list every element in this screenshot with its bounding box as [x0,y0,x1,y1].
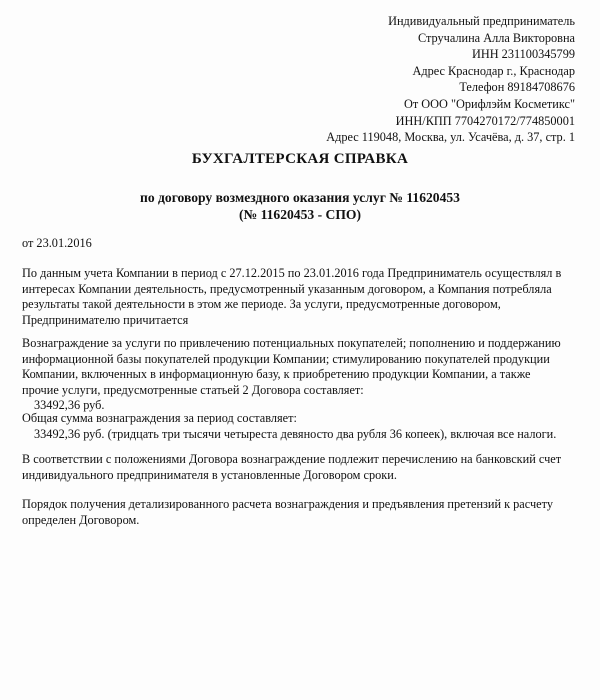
paragraph-claims [22,497,582,528]
text-line: прочие услуги, предусмотренные статьей 2 Договора составляет: [22,382,364,397]
header-line: Телефон 89184708676 [459,80,575,95]
remuneration-amount: 33492,36 руб. [34,398,105,413]
text-line: определен Договором. [22,512,140,527]
header-line: Адрес Краснодар г., Краснодар [412,63,575,78]
text-line: Вознаграждение за услуги по привлечению потенциальных покупателей; пополнению и поддержанию [22,336,561,350]
text-line: результаты такой деятельности в этом же периоде. За услуги, предусмотренные договором, [22,297,501,312]
date-line: от 23.01.2016 [22,236,92,250]
paragraph-period [22,266,582,328]
text-line: Порядок получения детализированного расчета вознаграждения и предъявления претензий к расчету [22,497,553,511]
paragraph-total [22,411,582,442]
text-line: информационной базы покупателей продукции Компании; стимулированию покупателей продукции [22,351,550,366]
text-line: интересах Компании деятельность, предусмотренный указанным договором, а Компания потребляла [22,281,552,296]
text-line: Предпринимателю причитается [22,312,189,327]
header-block [300,13,575,146]
header-line: Адрес 119048, Москва, ул. Усачёва, д. 37, стр. 1 [326,130,575,145]
text-line: В соответствии с положениями Договора вознаграждение подлежит перечислению на банковский счет [22,452,562,466]
contract-subline: (№ 11620453 - СПО) [238,207,362,222]
document-title: БУХГАЛТЕРСКАЯ СПРАВКА [191,151,409,167]
header-line: От ООО "Орифлэйм Косметикс" [403,96,575,111]
paragraph-transfer [22,452,582,483]
paragraph-remuneration [22,336,582,414]
document-date [22,236,582,252]
total-label: Общая сумма вознаграждения за период составляет: [22,411,297,425]
contract-line: по договору возмездного оказания услуг № 11620453 [140,190,460,205]
text-line: Компании, включенных в информационную базу, к приобретению продукции Компании, а также [22,367,531,382]
header-line: ИНН 231100345799 [471,47,575,62]
header-line: ИНН/КПП 7704270172/774850001 [395,113,575,128]
text-line: индивидуального предпринимателя в установленные Договором сроки. [22,467,397,482]
text-line: По данным учета Компании в период с 27.12.2015 по 23.01.2016 года Предприниматель осуществлял в [22,266,562,280]
total-amount: 33492,36 руб. (тридцать три тысячи четыреста девяносто два рубля 36 копеек), включая все налоги. [34,426,557,441]
header-line: Стручалина Алла Викторовна [417,30,575,45]
header-line: Индивидуальный предприниматель [388,14,575,28]
